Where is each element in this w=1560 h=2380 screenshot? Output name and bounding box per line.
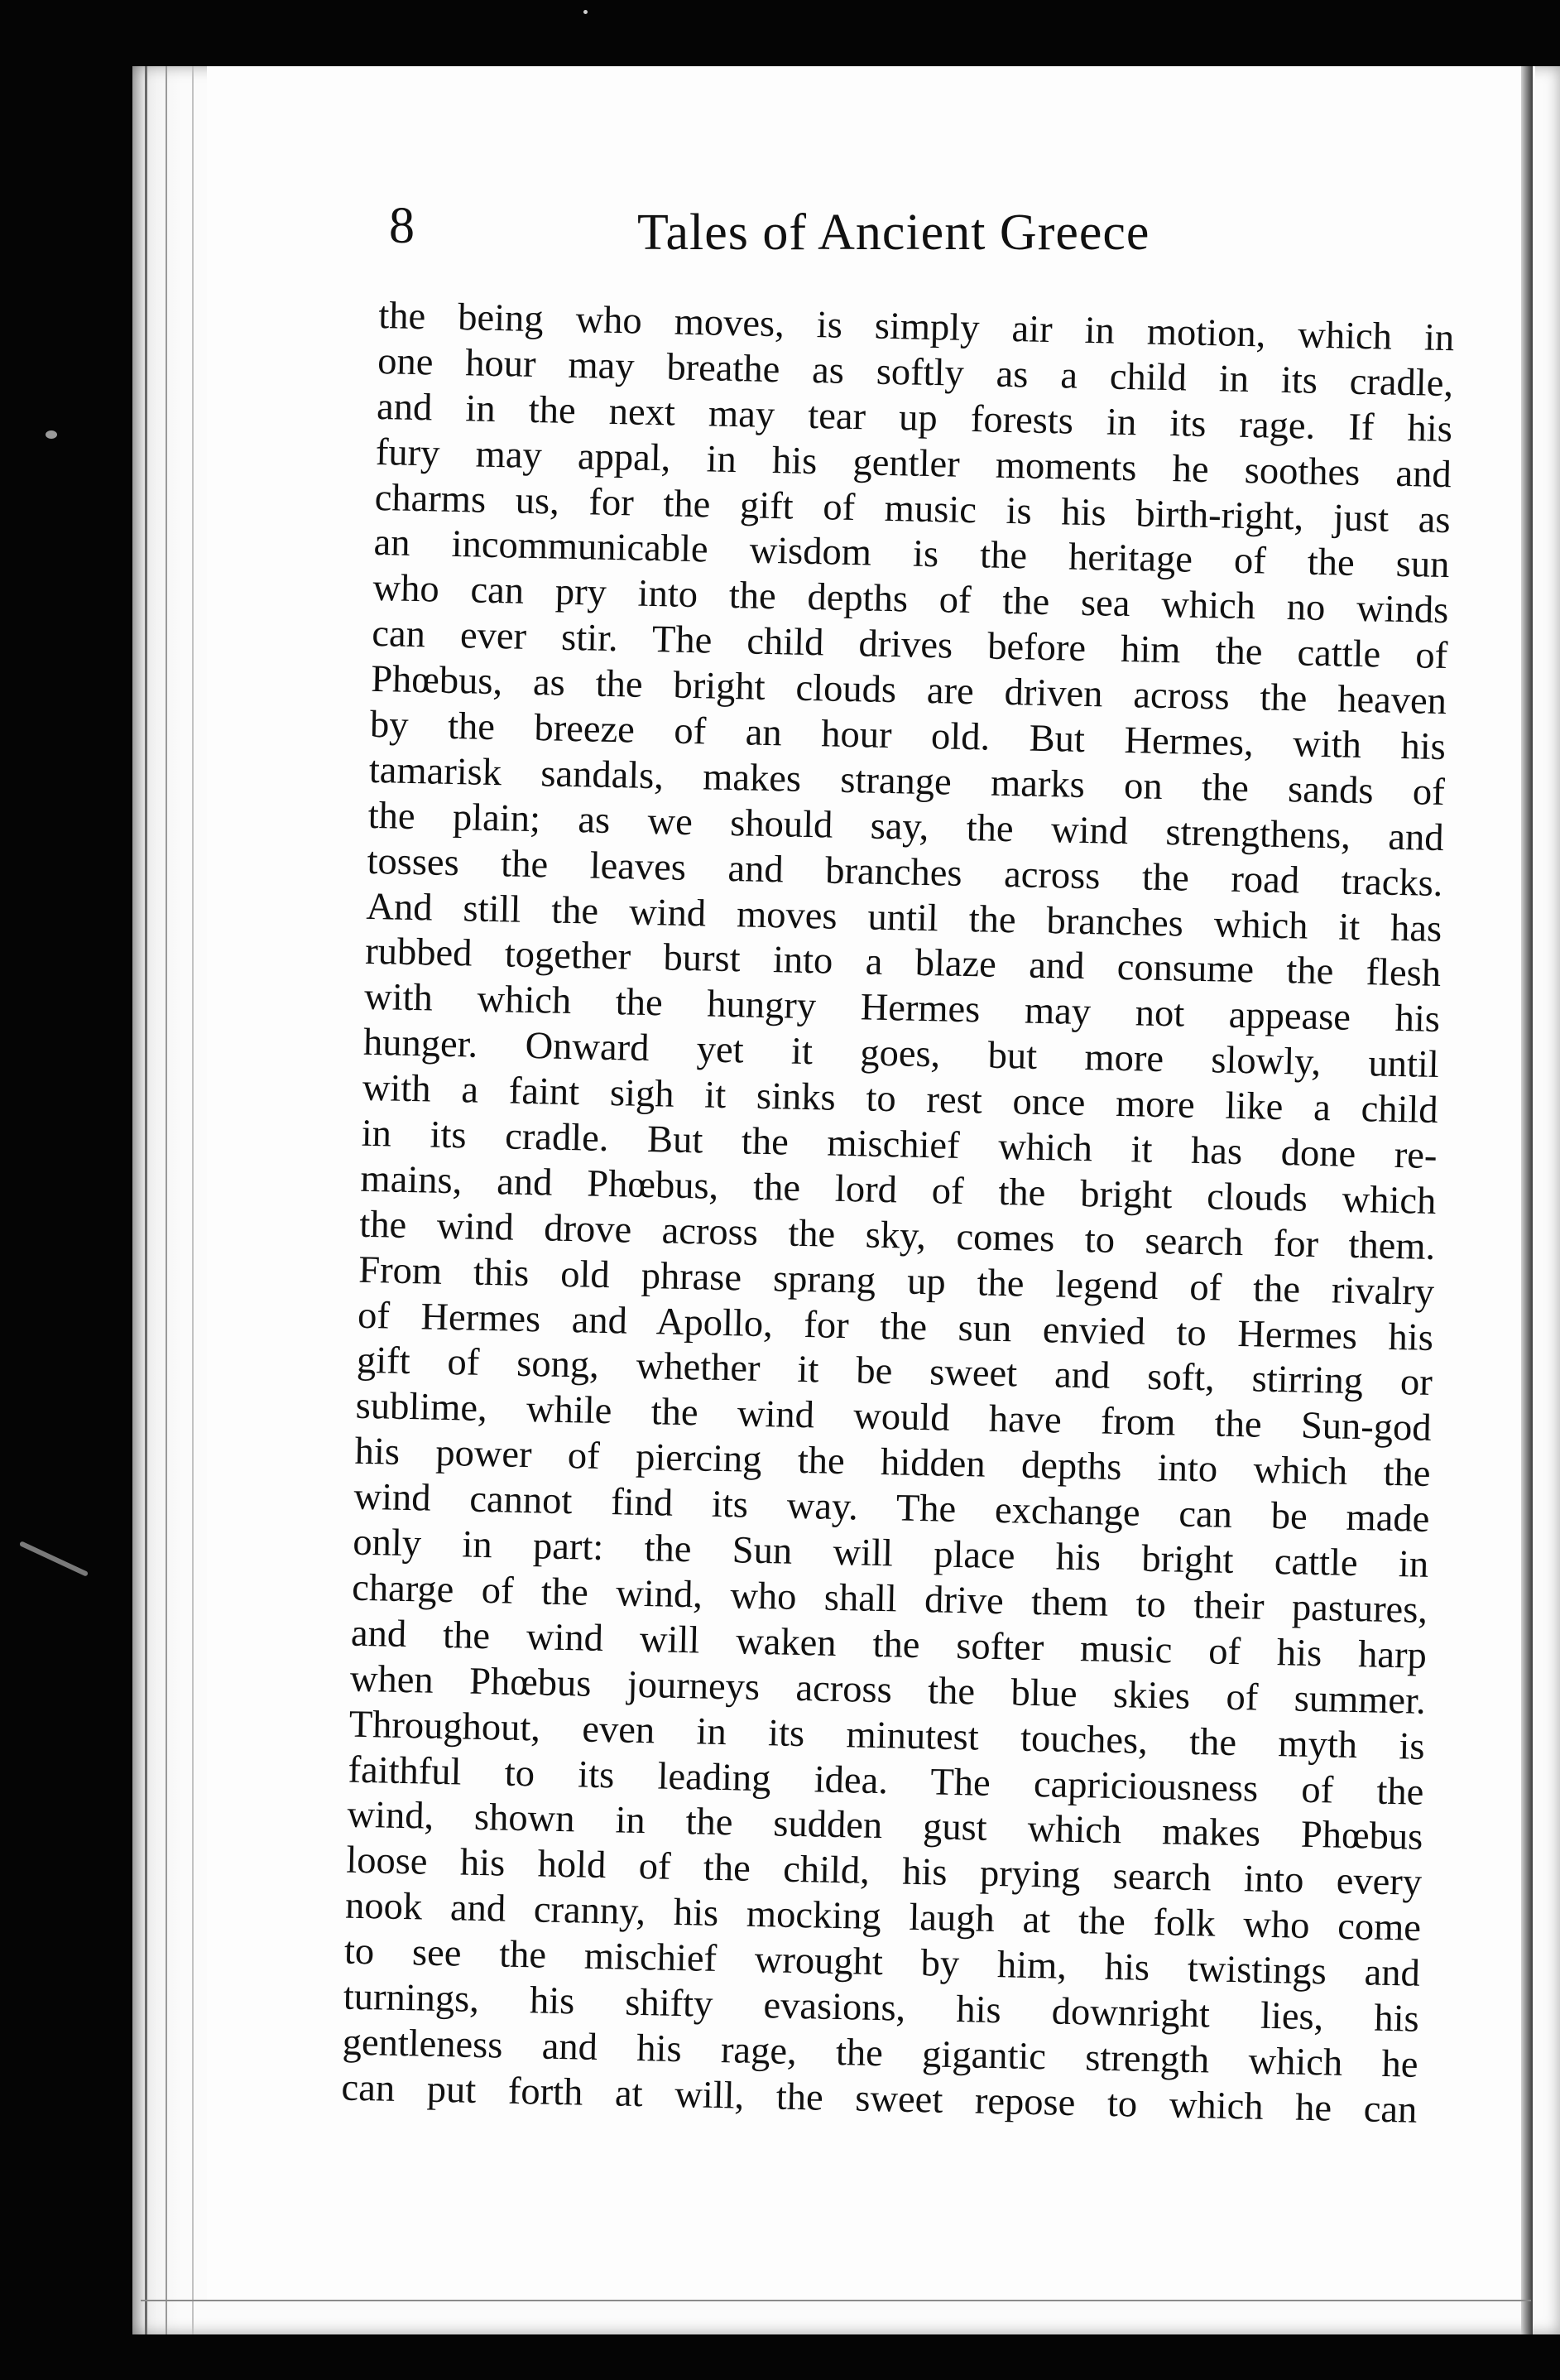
page-edge-line — [192, 66, 194, 2334]
scan-speck — [46, 430, 57, 439]
text-line: sublime, while the wind would have from the Sun-god — [355, 1385, 1433, 1450]
text-line: the wind drove across the sky, comes to search for them. — [358, 1203, 1436, 1268]
text-line: wind, shown in the sudden gust which makes Phœbus — [346, 1793, 1423, 1859]
text-line: mains, and Phœbus, the lord of the bright clouds which — [360, 1157, 1437, 1223]
text-line: his power of piercing the hidden depths into which the — [354, 1430, 1431, 1496]
text-line: and the wind will waken the softer music of his harp — [350, 1612, 1428, 1677]
page-edge-line — [145, 66, 147, 2334]
text-line: gentleness and his rage, the gigantic strength which he — [342, 2021, 1419, 2086]
page-binding-edge — [1521, 66, 1533, 2334]
page-header — [389, 197, 1465, 280]
text-line: And still the wind moves until the branches which it has — [365, 885, 1442, 950]
text-line: who can pry into the depths of the sea which no winds — [372, 567, 1449, 632]
text-line: hunger. Onward yet it goes, but more slowly, until — [362, 1022, 1440, 1087]
text-line: nook and cranny, his mocking laugh at the folk who come — [344, 1884, 1422, 1950]
text-line: charms us, for the gift of music is his birth-right, just as — [374, 476, 1452, 541]
text-line: when Phœbus journeys across the blue skies of summer. — [349, 1657, 1427, 1723]
text-line: loose his hold of the child, his prying search into every — [345, 1839, 1423, 1905]
text-line: From this old phrase sprang up the legend of the rivalry — [358, 1248, 1435, 1314]
text-line: one hour may breathe as softly as a child in its cradle, — [377, 339, 1454, 406]
text-line: in its cradle. But the mischief which it has done re- — [361, 1112, 1438, 1178]
page-edge-line — [166, 66, 167, 2334]
text-line: turnings, his shifty evasions, his downright lies, his — [343, 1975, 1420, 2041]
text-line: to see the mischief wrought by him, his twistings and — [343, 1930, 1421, 1995]
page-number: 8 — [389, 198, 415, 254]
text-line: the plain; as we should say, the wind strengthens, and — [367, 794, 1445, 859]
text-line: the being who moves, is simply air in motion, which in — [377, 294, 1455, 360]
text-line: fury may appal, in his gentler moments he soothes and — [375, 430, 1452, 496]
text-line: by the breeze of an hour old. But Hermes, with his — [369, 703, 1447, 769]
running-title: Tales of Ancient Greece — [637, 204, 1150, 261]
body-text — [341, 294, 1455, 2133]
text-line: gift of song, whether it be sweet and soft, stirring or — [356, 1339, 1433, 1405]
page-bottom-edge — [141, 2300, 1531, 2301]
text-line: of Hermes and Apollo, for the sun envied to Hermes his — [357, 1294, 1434, 1359]
text-line: can ever stir. The child drives before him the cattle of — [371, 613, 1448, 678]
text-line: only in part: the Sun will place his bright cattle in — [352, 1521, 1429, 1586]
text-line: wind cannot find its way. The exchange can be made — [353, 1475, 1430, 1541]
text-line: tosses the leaves and branches across the road tracks. — [367, 839, 1443, 905]
text-line: charge of the wind, who shall drive them to their pastures, — [351, 1566, 1428, 1632]
text-line: Phœbus, as the bright clouds are driven across the heaven — [370, 658, 1447, 724]
text-line: with a faint sigh it sinks to rest once more like a child — [362, 1066, 1439, 1132]
scan-speck — [583, 10, 588, 14]
text-line: Throughout, even in its minutest touches, the myth is — [348, 1703, 1426, 1768]
text-line: tamarisk sandals, makes strange marks on the sands of — [368, 748, 1446, 814]
text-line: and in the next may tear up forests in its rage. If his — [376, 385, 1453, 450]
text-line: rubbed together burst into a blaze and consume the flesh — [364, 930, 1442, 996]
text-line: can put forth at will, the sweet repose to which he can — [341, 2066, 1418, 2132]
text-line: with which the hungry Hermes may not appease his — [363, 976, 1441, 1041]
text-line: faithful to its leading idea. The capriciousness of the — [348, 1748, 1424, 1814]
text-line: an incommunicable wisdom is the heritage of the sun — [373, 522, 1450, 587]
